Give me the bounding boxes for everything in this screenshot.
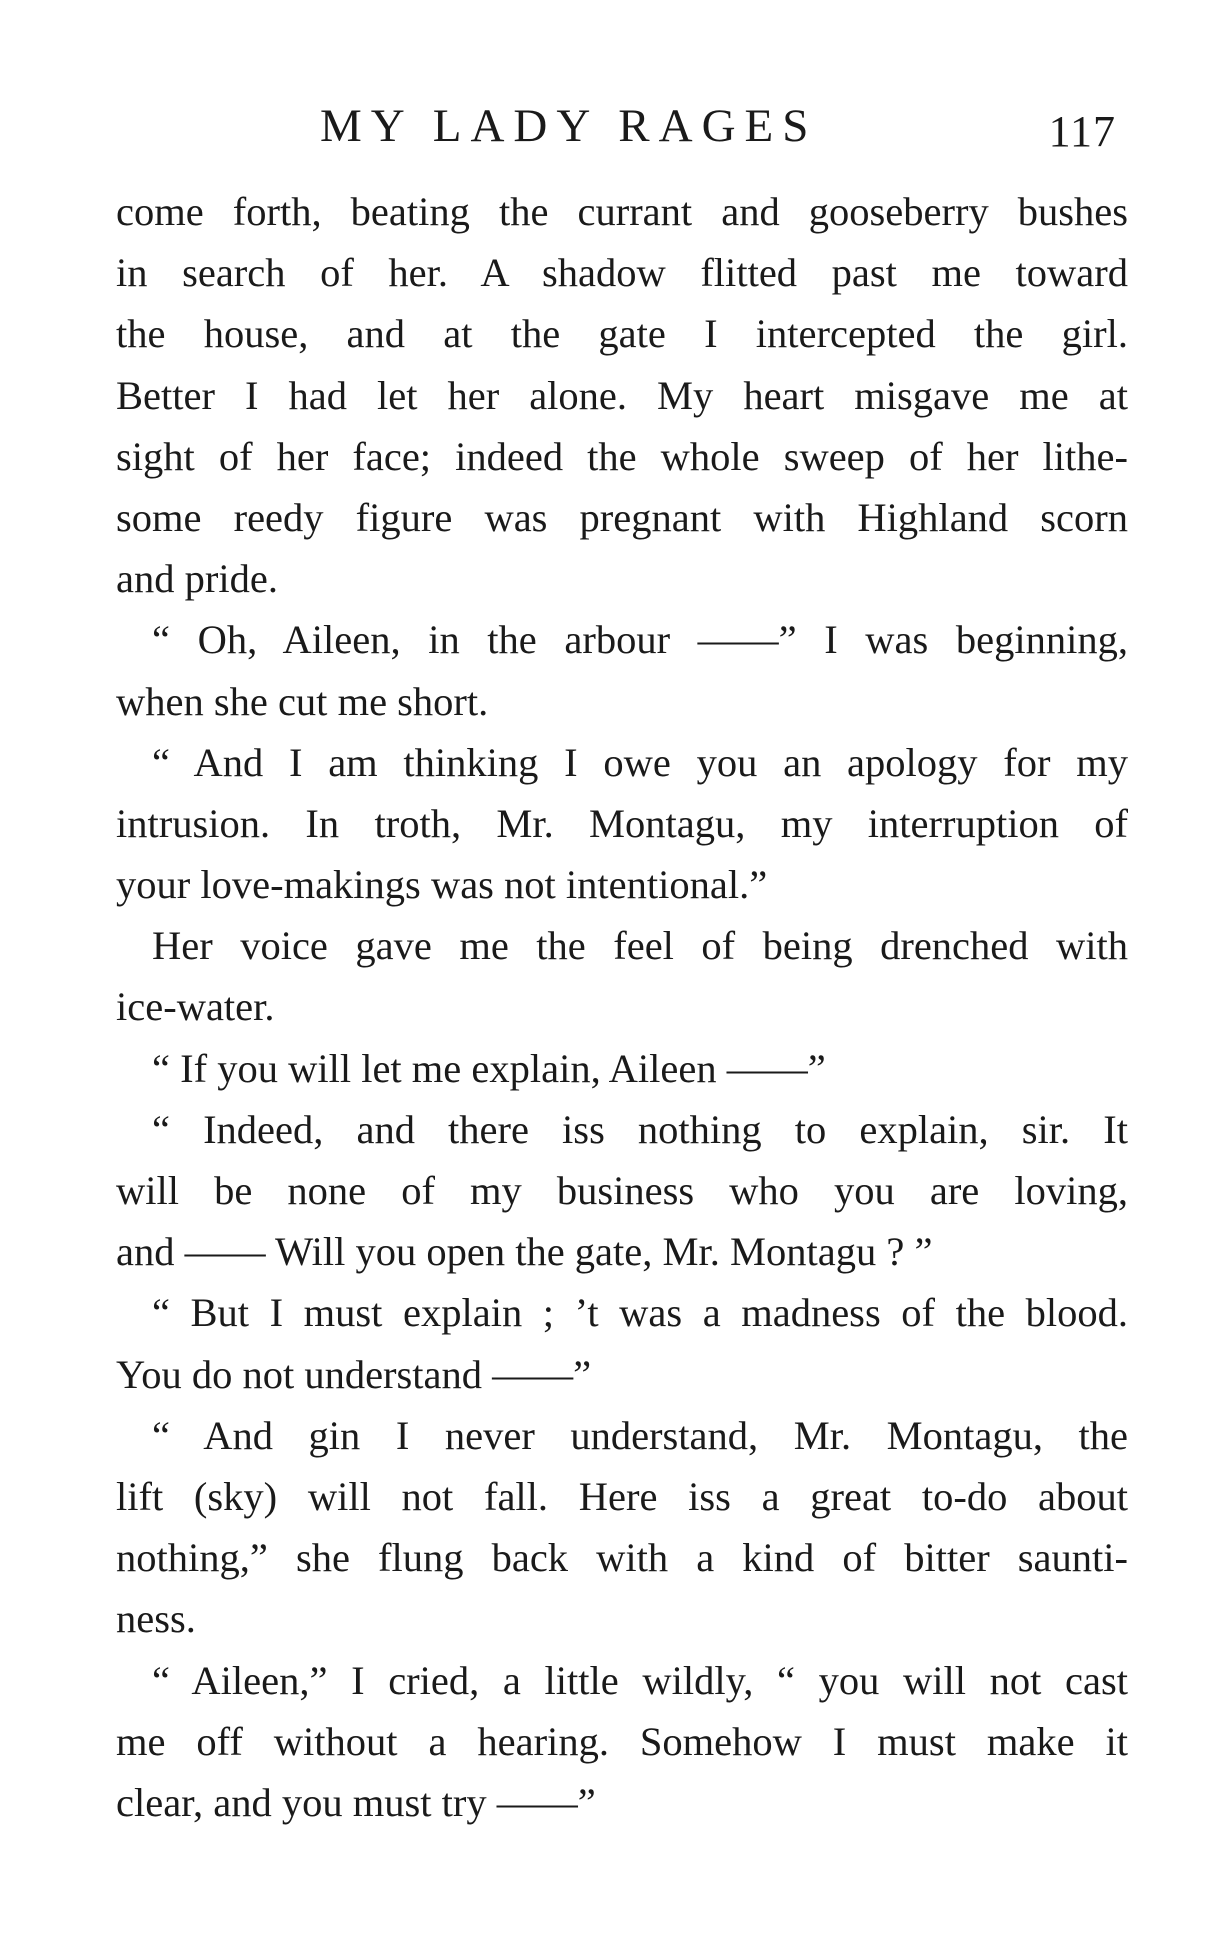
text-line: will be none of my business who you are loving, [116,1168,1128,1213]
text-line: Her voice gave me the feel of being drenched with [152,923,1128,969]
body-text [116,181,1128,1833]
page-number: 117 [1048,107,1116,156]
text-line: ice-water. [116,984,275,1030]
text-line: your love-makings was not intentional.” [116,862,768,908]
text-line: in search of her. A shadow flitted past me toward [116,250,1128,296]
text-line: the house, and at the gate I intercepted the girl. [116,311,1128,357]
running-title: MY LADY RAGES [320,100,818,152]
text-line: “ Oh, Aileen, in the arbour ——” I was beginning, [152,617,1128,663]
text-line: and pride. [116,556,278,602]
text-line: and —— Will you open the gate, Mr. Montagu ? ” [116,1229,933,1275]
text-line: some reedy figure was pregnant with Highland scorn [116,494,1128,540]
text-line: when she cut me short. [116,678,489,724]
text-line: You do not understand ——” [116,1351,592,1397]
text-line: ness. [116,1596,196,1642]
text-line: nothing,” she flung back with a kind of bitter saunti- [116,1535,1128,1581]
text-line: lift (sky) will not fall. Here iss a great to-do about [116,1473,1128,1519]
text-line: “ And gin I never understand, Mr. Montagu, the [152,1412,1128,1458]
text-line: clear, and you must try ——” [116,1779,596,1825]
text-line: “ But I must explain ; ’t was a madness of the blood. [152,1290,1128,1336]
text-line: sight of her face; indeed the whole sweep of her lithe- [116,433,1128,479]
text-line: “ And I am thinking I owe you an apology for my [152,739,1128,785]
text-line: intrusion. In troth, Mr. Montagu, my interruption of [116,800,1128,846]
page-header [116,96,1128,156]
text-line: “ Aileen,” I cried, a little wildly, “ you will not cast [152,1657,1128,1703]
text-line: come forth, beating the currant and gooseberry bushes [116,189,1128,234]
text-line: Better I had let her alone. My heart misgave me at [116,372,1128,418]
text-line: “ Indeed, and there iss nothing to explain, sir. It [152,1106,1128,1152]
text-line: “ If you will let me explain, Aileen ——” [152,1045,826,1091]
text-line: me off without a hearing. Somehow I must make it [116,1718,1128,1764]
